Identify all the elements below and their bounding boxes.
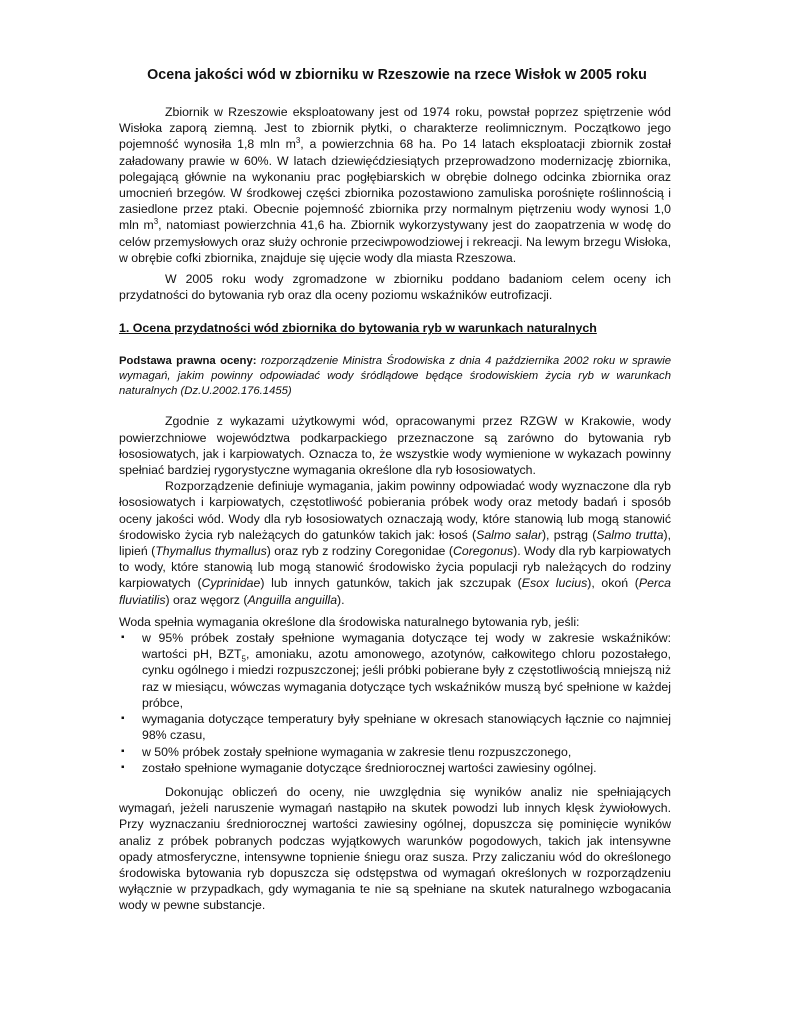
legal-basis-label: Podstawa prawna oceny: [119,355,257,368]
species-name: Perca fluviatilis [119,576,671,607]
document-title: Ocena jakości wód w zbiorniku w Rzeszowie na rzece Wisłok w 2005 roku [147,67,647,83]
species-name: Salmo trutta [596,527,664,542]
intro-paragraph-2: W 2005 roku wody zgromadzone w zbiorniku poddano badaniom celem oceny ich przydatności do bytowania ryb oraz dla oceny poziomu wskaźników eutrofizacji. [119,272,671,303]
text-run: ), pstrąg ( [541,527,597,542]
bullet-icon: ▪ [121,632,125,644]
text-run: ). [337,592,345,607]
paragraph-exceptions: Dokonując obliczeń do oceny, nie uwzględnia się wyników analiz nie spełniających wymagań, jeżeli naruszenie wymagań nastąpiło na skutek powodzi lub innych klęsk żywiołowych. Przy wyznaczaniu średniorocznej wartości zawiesiny ogólnej, dopuszcza się pominięcie wyników analiz z próbek pobranych podczas wyjątkowych warunków pogodowych, takich jak intensywne opady atmosferyczne, intensywne topnienie śniegu oraz susza. Przy zaliczaniu wód do określonego środowiska bytowania ryb dopuszcza się odstępstwa od wymagań określonych w rozporządzeniu wyłącznie w przypadkach, gdy wymagania te nie są spełniane na skutek naturalnego wzbogacania wody w pewne substancje. [119,784,671,913]
species-name: Coregonus [452,544,514,559]
paragraph-regulation [119,478,671,608]
subscript: 5 [241,654,246,664]
text-run: wymagania dotyczące temperatury były spełniane w okresach stanowiących łącznie co najmniej 98% czasu, [142,712,671,743]
species-name: Thymallus thymallus [155,544,267,559]
legal-basis-text: rozporządzenie Ministra Środowiska z dnia 4 października 2002 roku w sprawie wymagań, jakim powinny odpowiadać wody śródlądowe będące środowiskiem życia ryb w warunkach naturalnych (Dz.U.2002.176.1455) [119,355,671,398]
text-run: ), okoń ( [587,576,639,591]
intro-paragraph-1 [119,104,671,266]
text-run: ) oraz węgorz ( [165,592,248,607]
text-run: , a powierzchnia 68 ha. Po 14 latach eksploatacji zbiornik został załadowany prawie w 60%. W latach dziewięćdziesiątych przeprowadzono modernizację zbiornika, polegającą głównie na wykonaniu prac pogłębiarskich w obrębie dolnego odcinka zbiornika oraz umocnień brzegów. W środkowej części zbiornika pozostawiono zamuliska porośnięte roślinnością i zasiedlone przez ptaki. Obecnie pojemność zbiornika przy normalnym piętrzeniu wody wynosi 1,0 mln m [119,137,671,233]
superscript: 3 [295,136,301,146]
species-name: Anguilla anguilla [247,592,338,607]
species-name: Salmo salar [476,527,542,542]
requirements-list [119,630,671,776]
superscript: 3 [153,217,159,227]
text-run: Zbiornik w Rzeszowie eksploatowany jest od 1974 roku, powstał poprzez spiętrzenie wód Wisłoka zaporą ziemną. Jest to zbiornik płytki, o charakterze reolimnicznym. Początkowo jego pojemność wynosiła 1,8 mln m [119,105,671,152]
bullet-icon: ▪ [121,713,125,725]
list-item [119,711,671,743]
legal-basis [119,354,671,399]
text-run: Rozporządzenie definiuje wymagania, jakim powinny odpowiadać wody wyznaczone dla ryb łososiowatych i karpiowatych, częstotliwość pobierania próbek wody oraz metody badań i sposób oceny jakości wód. Wody dla ryb łososiowatych oznaczają wody, które stanowią lub mogą stanowić środowisko życia ryb należących do gatunków takich jak: łosoś ( [119,479,671,542]
list-item [119,744,671,760]
text-run: ). Wody dla ryb karpiowatych to wody, które stanowią lub mogą stanowić środowisko życia populacji ryb należących do rodziny karpiowatych ( [119,544,671,591]
text-run: ) oraz ryb z rodziny Coregonidae ( [266,544,453,559]
bullet-icon: ▪ [121,745,125,757]
paragraph-usage-lists: Zgodnie z wykazami użytkowymi wód, opracowanymi przez RZGW w Krakowie, wody powierzchniowe województwa podkarpackiego przeznaczone są zarówno do bytowania ryb łososiowatych, jak i karpiowatych. Oznacza to, że wszystkie wody wymienione w wykazach powinny spełniać bardziej rygorystyczne wymagania określone dla ryb łososiowatych. [119,414,671,478]
species-name: Esox lucius [521,576,588,591]
text-run: w 50% próbek zostały spełnione wymagania w zakresie tlenu rozpuszczonego, [142,744,572,759]
list-item [119,760,671,776]
species-name: Cyprinidae [201,576,261,591]
text-run: w 95% próbek zostały spełnione wymagania dotyczące tej wody w zakresie wskaźników: wartości pH, BZT [142,631,671,662]
section-heading: 1. Ocena przydatności wód zbiornika do bytowania ryb w warunkach naturalnych [119,321,597,336]
list-item [119,630,671,711]
text-run: , amoniaku, azotu amonowego, azotynów, całkowitego chloru pozostałego, cynku ogólnego i miedzi rozpuszczonej; jeśli próbki pobierane były z częstotliwością mniejszą niż raz w miesiącu, wówczas wymagania dotyczące tych wskaźników muszą być spełnione w każdej próbce, [142,647,672,710]
document-page [119,66,671,914]
text-run: , natomiast powierzchnia 41,6 ha. Zbiornik wykorzystywany jest do zaopatrzenia w wodę do celów przemysłowych oraz służy ochronie przeciwpowodziowej i rekreacji. Na lewym brzegu Wisłoka, w obrębie cofki zbiornika, znajduje się ujęcie wody dla miasta Rzeszowa. [119,218,671,265]
text-run: ), lipień ( [119,527,671,559]
text-run: zostało spełnione wymaganie dotyczące średniorocznej wartości zawiesiny ogólnej. [142,760,597,775]
text-run: ) lub innych gatunków, takich jak szczupak ( [260,576,522,591]
bullet-icon: ▪ [121,761,125,773]
list-intro: Woda spełnia wymagania określone dla środowiska naturalnego bytowania ryb, jeśli: [119,614,580,629]
